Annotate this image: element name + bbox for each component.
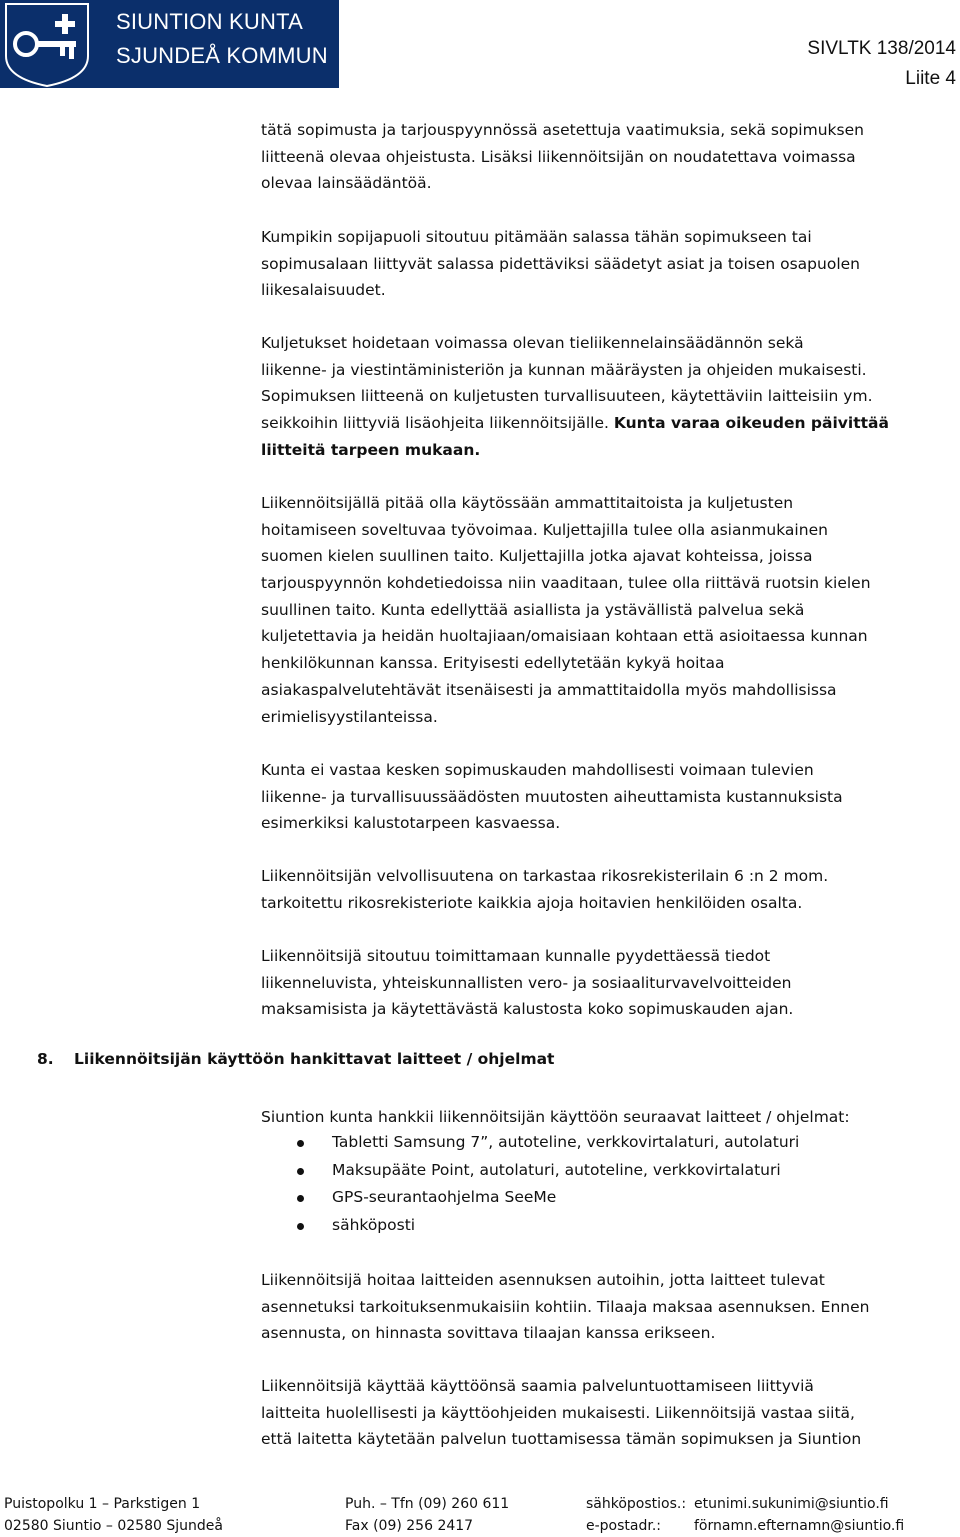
paragraph-7 [261,943,960,1023]
org-name-finnish: SIUNTION KUNTA [116,9,303,34]
footer-phone-number: Puh. – Tfn (09) 260 611 [345,1496,510,1512]
text-line: olevaa lainsäädäntöä. [261,174,432,193]
text-line: suullinen taito. Kunta edellyttää asiallista ja ystävällistä palvelua sekä [261,600,805,619]
text-line: liikesalaisuudet. [261,281,386,300]
text-line: Liikennöitsijän velvollisuutena on tarkastaa rikosrekisterilain 6 :n 2 mom. [261,867,829,885]
text-line: Liikennöitsijällä pitää olla käytössään ammattitaitoista ja kuljetusten [261,494,794,512]
text-line: laitteita huolellisesti ja käyttöohjeiden mukaisesti. Liikennöitsijä vastaa siitä, [261,1403,855,1422]
bold-notice: Kunta varaa oikeuden päivittää [613,414,889,433]
footer-epost-label: e-postadr.: [586,1518,662,1534]
footer-email-value: etunimi.sukunimi@siuntio.fi [694,1496,889,1512]
text-line: Kunta ei vastaa kesken sopimuskauden mahdollisesti voimaan tulevien [261,761,814,779]
footer-epost-value: förnamn.efternamn@siuntio.fi [694,1518,905,1534]
footer-email-values [694,1493,904,1537]
municipal-coat-of-arms-logo [0,0,94,88]
text-line: tarkoitettu rikosrekisteriote kaikkia ajoja hoitavien henkilöiden osalta. [261,893,803,912]
paragraph-6 [261,863,960,916]
text-line: Kumpikin sopijapuoli sitoutuu pitämään salassa tähän sopimukseen tai [261,228,812,246]
text-line: erimielisyystilanteissa. [261,707,438,726]
text-line: hoitamiseen soveltuvaa työvoimaa. Kuljettajilla tulee olla asianmukainen [261,520,828,539]
text-line: Liikennöitsijä käyttää käyttöönsä saamia palveluntuottamiseen liittyviä [261,1377,814,1395]
text-line: liikenneluvista, yhteiskunnallisten vero- ja sosiaaliturvavelvoitteiden [261,973,792,992]
list-item: Maksupääte Point, autolaturi, autoteline, verkkovirtalaturi [261,1157,799,1185]
text-line: esimerkiksi kalustotarpeen kasvaessa. [261,814,561,833]
text-line: Sopimuksen liitteenä on kuljetusten turvallisuuteen, käytettäviin laitteisiin ym. [261,387,873,406]
footer-phone [345,1493,509,1537]
document-code: SIVLTK 138/2014 [807,38,956,59]
paragraph-3 [261,330,960,463]
text-line: maksamisista ja käytettävästä kalustosta koko sopimuskauden ajan. [261,1000,794,1019]
paragraph-4 [261,490,960,730]
equipment-list [261,1129,799,1239]
footer-email-label: sähköpostios.: [586,1496,687,1512]
paragraph-5 [261,757,960,837]
list-item: sähköposti [261,1212,799,1240]
footer-email-labels [586,1493,686,1537]
text-line: henkilökunnan kanssa. Erityisesti edellytetään kykyä hoitaa [261,654,725,673]
text-line: tarjouspyynnön kohdetiedoissa niin vaaditaan, tulee olla riittävä ruotsin kielen [261,574,871,593]
appendix-label: Liite 4 [905,68,956,89]
paragraph-9 [261,1267,960,1347]
paragraph-2 [261,224,960,304]
text-line: Liikennöitsijä sitoutuu toimittamaan kunnalle pyydettäessä tiedot [261,947,771,965]
footer-address-line: Puistopolku 1 – Parkstigen 1 [4,1496,201,1512]
footer-address-line: 02580 Siuntio – 02580 Sjundeå [4,1518,223,1534]
text-line: Liikennöitsijä hoitaa laitteiden asennuksen autoihin, jotta laitteet tulevat [261,1271,825,1289]
text-line: sopimusalaan liittyvät salassa pidettäviksi säädetyt asiat ja toisen osapuolen [261,254,860,273]
text-line: Siuntion kunta hankkii liikennöitsijän käyttöön seuraavat laitteet / ohjelmat: [261,1108,850,1126]
text-fragment: seikkoihin liittyviä lisäohjeita liikennöitsijälle. [261,414,614,433]
section-title-text: Liikennöitsijän käyttöön hankittavat laitteet / ohjelmat [74,1050,555,1068]
org-name-swedish: SJUNDEÅ KOMMUN [116,43,328,68]
paragraph-1 [261,117,960,197]
text-line: liikenne- ja viestintäministeriön ja kunnan määräysten ja ohjeiden mukaisesti. [261,360,867,379]
text-line: liikenne- ja turvallisuussäädösten muutosten aiheuttamista kustannuksista [261,787,843,806]
list-item: Tabletti Samsung 7”, autoteline, verkkovirtalaturi, autolaturi [261,1129,799,1157]
bold-notice-continued: liitteitä tarpeen mukaan. [261,440,481,459]
list-item: GPS-seurantaohjelma SeeMe [261,1184,799,1212]
text-line: asennetuksi tarkoituksenmukaisiin kohtiin. Tilaaja maksaa asennuksen. Ennen [261,1297,870,1316]
text-line: tätä sopimusta ja tarjouspyynnössä asetettuja vaatimuksia, sekä sopimuksen [261,121,864,139]
paragraph-10 [261,1373,960,1453]
text-line: kuljetettavia ja heidän huoltajiaan/omaisiaan kohtaan että asioitaessa kunnan [261,627,868,646]
text-line: Kuljetukset hoidetaan voimassa olevan tieliikennelainsäädännön sekä [261,334,804,352]
footer-fax-number: Fax (09) 256 2417 [345,1518,474,1534]
text-line: suomen kielen suullinen taito. Kuljettajilla jotka ajavat kohteissa, joissa [261,547,813,566]
text-line: asiakaspalvelutehtävät itsenäisesti ja ammattitaidolla myös mahdollisissa [261,680,837,699]
text-line [261,410,960,437]
text-line: liitteenä olevaa ohjeistusta. Lisäksi liikennöitsijän on noudatettava voimassa [261,147,856,166]
text-line: asennusta, on hinnasta sovittava tilaajan kanssa erikseen. [261,1324,716,1343]
section-heading [37,1050,554,1068]
text-line: että laitetta käytetään palvelun tuottamisessa tämän sopimuksen ja Siuntion [261,1430,862,1449]
section-number: 8. [37,1050,54,1068]
paragraph-8 [261,1104,960,1131]
footer-address [4,1493,223,1537]
